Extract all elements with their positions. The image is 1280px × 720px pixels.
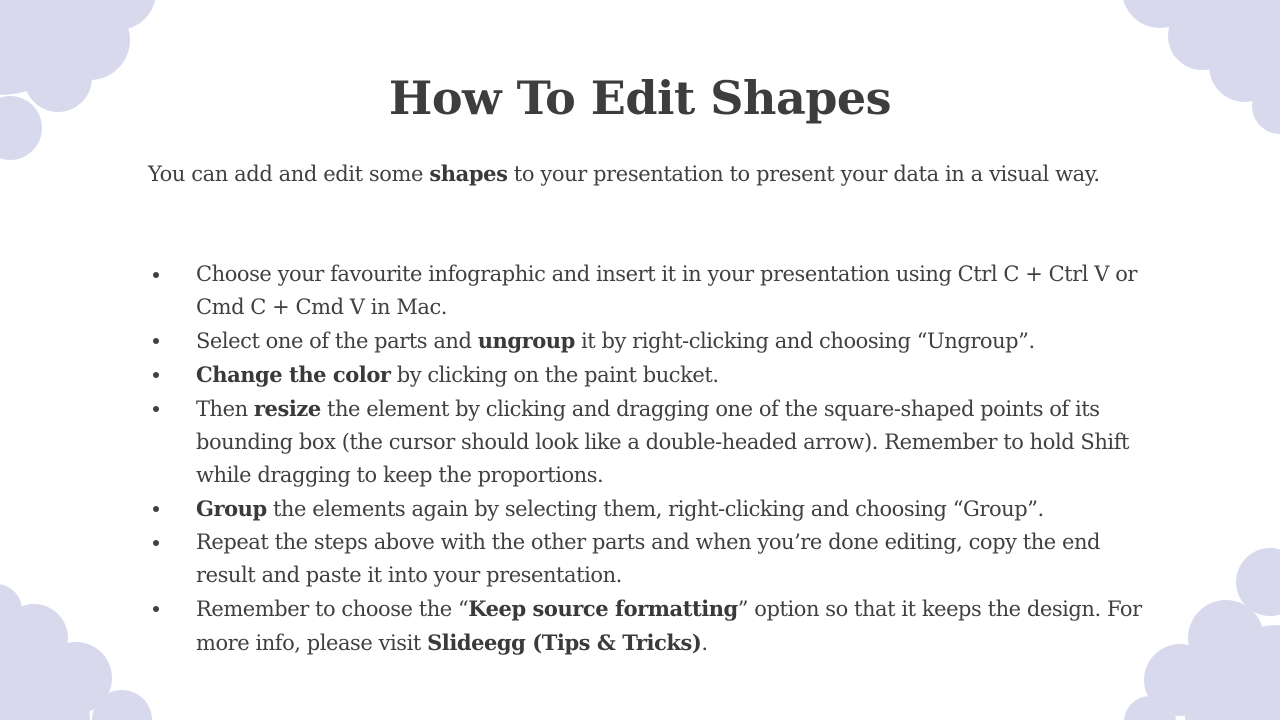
step-bold: ungroup — [477, 328, 575, 353]
step-bold: Change the color — [196, 362, 391, 387]
steps-list — [148, 258, 1148, 660]
list-item — [148, 526, 1148, 592]
bullet-icon — [153, 540, 159, 546]
list-item — [148, 592, 1148, 660]
step-text: the elements again by selecting them, right-clicking and choosing “Group”. — [266, 497, 1044, 521]
step-text: ” option so that it keeps the design. For more info, please visit — [196, 597, 1142, 655]
bullet-icon — [153, 372, 159, 378]
step-text: by clicking on the paint bucket. — [390, 363, 719, 387]
list-item — [148, 392, 1148, 492]
bullet-icon — [153, 406, 159, 412]
step-text: Remember to choose the “ — [196, 597, 469, 621]
intro-text-end: to your presentation to present your data in a visual way. — [507, 162, 1100, 186]
bullet-icon — [153, 272, 159, 278]
bullet-icon — [153, 606, 159, 612]
slideegg-link[interactable]: Slideegg (Tips & Tricks) — [427, 630, 702, 655]
step-text: the element by clicking and dragging one of the square-shaped points of its bounding box (the cursor should look like a double-headed arrow). Remember to hold Shift while dragging to keep the proportions. — [196, 397, 1130, 487]
step-bold: Group — [196, 496, 267, 521]
step-text: Select one of the parts and — [196, 329, 478, 353]
list-item — [148, 492, 1148, 526]
list-item — [148, 358, 1148, 392]
intro-text: You can add and edit some — [148, 162, 430, 186]
cloud-corner-bottom-left — [0, 580, 160, 720]
intro-paragraph — [148, 160, 1138, 188]
step-text: Then — [196, 397, 254, 421]
step-text: Repeat the steps above with the other parts and when you’re done editing, copy the end result and paste it into your presentation. — [196, 530, 1101, 587]
step-text: . — [701, 631, 708, 655]
list-item — [148, 258, 1148, 324]
intro-bold: shapes — [429, 161, 508, 186]
step-text: Choose your favourite infographic and insert it in your presentation using Ctrl C + Ctrl V or Cmd C + Cmd V in Mac. — [196, 262, 1137, 319]
step-bold: Keep source formatting — [468, 596, 738, 621]
step-text: it by right-clicking and choosing “Ungroup”. — [574, 329, 1035, 353]
bullet-icon — [153, 506, 159, 512]
step-bold: resize — [253, 396, 321, 421]
slide-title: How To Edit Shapes — [388, 71, 892, 125]
bullet-icon — [153, 338, 159, 344]
list-item — [148, 324, 1148, 358]
